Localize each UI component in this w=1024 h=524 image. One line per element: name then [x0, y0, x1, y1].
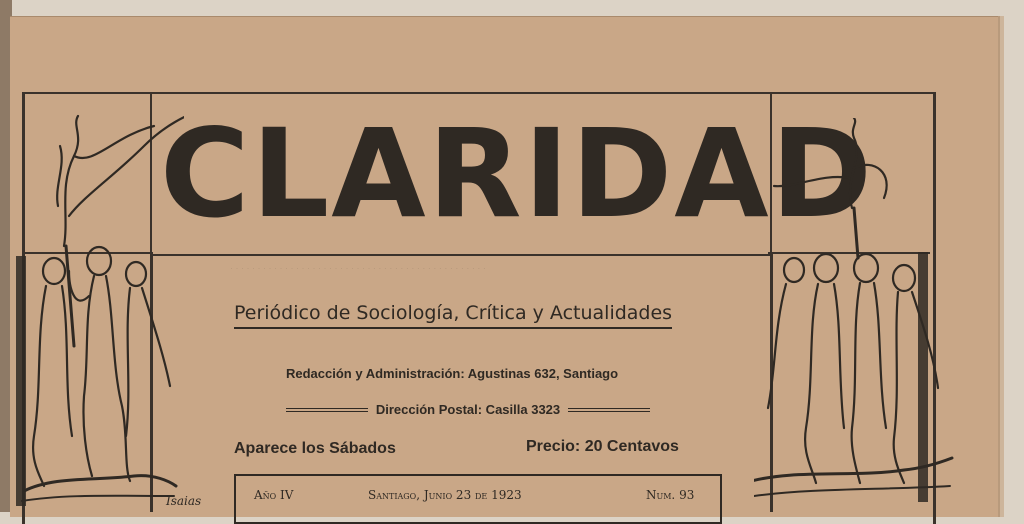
- postal-line: [286, 402, 650, 417]
- masthead-title: CLARIDAD: [160, 103, 874, 245]
- masthead-subtitle: Periódico de Sociología, Crítica y Actualidades: [234, 302, 672, 329]
- double-rule-right: [568, 408, 650, 412]
- bleed-through-text: · · · · · · · · · · · · · · · · · · · · · · · · · · · · · · · · · · · · · · · · · · · · · · ·: [230, 263, 486, 273]
- double-rule-left: [286, 408, 368, 412]
- issue-year: Año IV: [254, 488, 294, 502]
- issue-number: Num. 93: [646, 488, 695, 502]
- left-torch-figures-illustration: [14, 96, 184, 512]
- issue-date: Santiago, Junio 23 de 1923: [368, 488, 522, 502]
- redaccion-address: Redacción y Administración: Agustinas 632, Santiago: [286, 366, 619, 381]
- right-torch-figures-illustration: [754, 118, 954, 512]
- artist-signature: Isaias: [166, 494, 202, 508]
- postal-address: Dirección Postal: Casilla 3323: [375, 402, 561, 417]
- price: Precio: 20 Centavos: [526, 438, 679, 455]
- publication-day: Aparece los Sábados: [234, 440, 396, 457]
